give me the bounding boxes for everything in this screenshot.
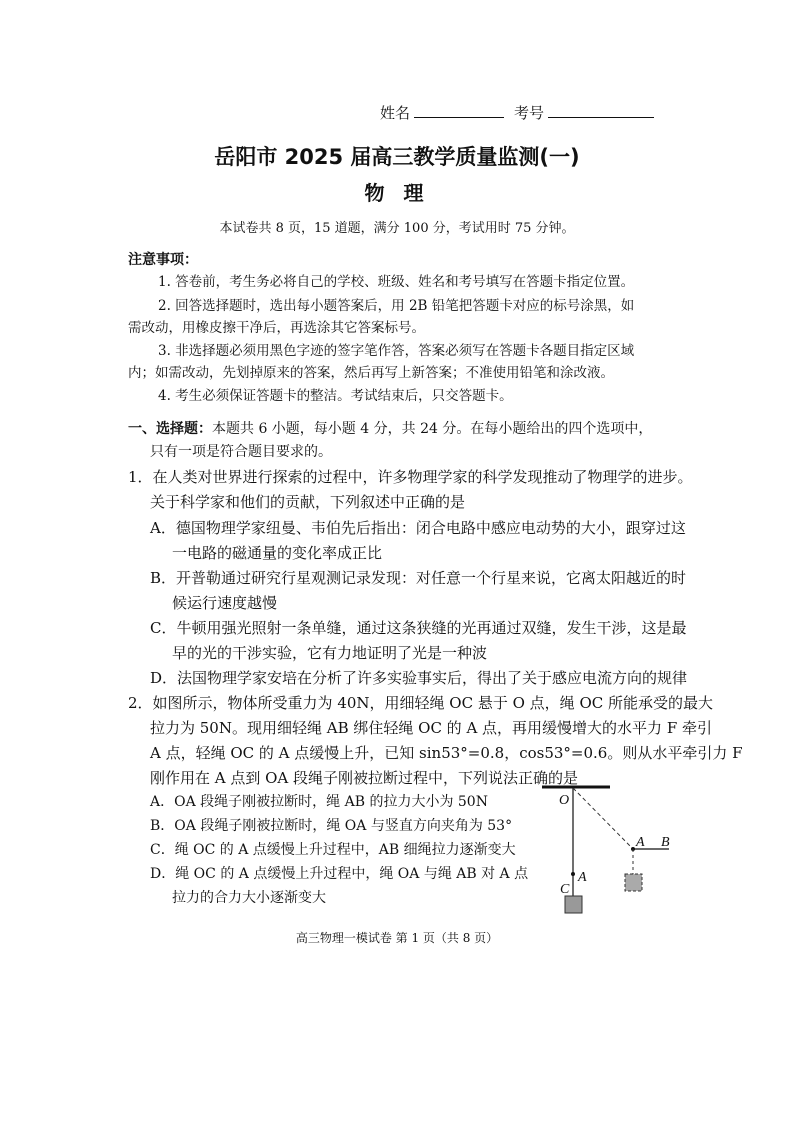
- q2-option-d-line-1: D．绳 OC 的 A 点缓慢上升过程中，绳 OA 与绳 AB 对 A 点: [150, 866, 529, 882]
- notice-item-2-line-2: 需改动，用橡皮擦干净后，再选涂其它答案标号。: [128, 320, 425, 336]
- notice-item-2-line-1: 2. 回答选择题时，选出每小题答案后，用 2B 铅笔把答题卡对应的标号涂黑，如: [158, 298, 635, 314]
- rope-oa-dashed: [573, 788, 633, 849]
- q2-stem-line-4: 刚作用在 A 点到 OA 段绳子刚被拉断过程中，下列说法正确的是: [150, 769, 579, 787]
- page-footer: 高三物理一模试卷 第 1 页（共 8 页）: [295, 931, 499, 945]
- q1-option-b-line-2: 候运行速度越慢: [172, 594, 278, 612]
- name-exam-fields: [380, 102, 654, 123]
- exam-no-label: 考号: [514, 104, 545, 122]
- section-1-line-2: 只有一项是符合题目要求的。: [150, 444, 332, 460]
- q1-option-b-line-1: B．开普勒通过研究行星观测记录发现：对任意一个行星来说，它离太阳越近的时: [150, 569, 687, 587]
- notice-item-3-line-1: 3. 非选择题必须用黑色字迹的签字笔作答，答案必须写在答题卡各题目指定区域: [158, 343, 635, 359]
- q2-option-a: A．OA 段绳子刚被拉断时，绳 AB 的拉力大小为 50N: [150, 794, 488, 810]
- subject-title: 物 理: [364, 181, 430, 205]
- section-1-rest: 本题共 6 小题，每小题 4 分，共 24 分。在每小题给出的四个选项中，: [212, 421, 653, 437]
- q1-stem-line-1: 1．在人类对世界进行探索的过程中，许多物理学家的科学发现推动了物理学的进步。: [128, 468, 693, 486]
- name-blank[interactable]: [414, 102, 504, 118]
- weight-block-dashed: [625, 874, 642, 891]
- label-o: O: [559, 793, 570, 808]
- q1-option-a-line-1: A．德国物理学家纽曼、韦伯先后指出：闭合电路中感应电动势的大小，跟穿过这: [150, 519, 686, 537]
- point-a-initial: [571, 872, 575, 876]
- label-a-bottom: A: [578, 870, 587, 885]
- q1-option-d: D．法国物理学家安培在分析了许多实验事实后，得出了关于感应电流方向的规律: [150, 669, 688, 687]
- q1-option-c-line-2: 早的光的干涉实验，它有力地证明了光是一种波: [172, 644, 488, 662]
- q1-stem-line-2: 关于科学家和他们的贡献，下列叙述中正确的是: [150, 493, 466, 511]
- notice-item-1: 1. 答卷前，考生务必将自己的学校、班级、姓名和考号填写在答题卡指定位置。: [158, 274, 635, 290]
- label-c: C: [560, 882, 570, 897]
- q2-option-b: B．OA 段绳子刚被拉断时，绳 OA 与竖直方向夹角为 53°: [150, 818, 513, 834]
- name-label: 姓名: [380, 104, 411, 122]
- exam-title: 岳阳市 2025 届高三教学质量监测(一): [214, 145, 580, 169]
- weight-block: [565, 896, 582, 913]
- notice-item-4: 4. 考生必须保证答题卡的整洁。考试结束后，只交答题卡。: [158, 388, 513, 404]
- q2-stem-line-3: A 点，轻绳 OC 的 A 点缓慢上升，已知 sin53°=0.8，cos53°=0.6。则从水平牵引力 F: [150, 744, 743, 762]
- label-a-top: A: [636, 835, 645, 850]
- exam-no-blank[interactable]: [548, 102, 654, 118]
- notice-heading: 注意事项：: [128, 252, 198, 268]
- q2-option-c: C．绳 OC 的 A 点缓慢上升过程中，AB 细绳拉力逐渐变大: [150, 842, 516, 858]
- q2-option-d-line-2: 拉力的合力大小逐渐变大: [172, 890, 326, 906]
- q2-rope-figure: [530, 780, 710, 920]
- section-1-line-1: 一、选择题：本题共 6 小题，每小题 4 分，共 24 分。在每小题给出的四个选项中，: [128, 421, 653, 437]
- exam-intro: 本试卷共 8 页，15 道题，满分 100 分，考试用时 75 分钟。: [219, 221, 575, 236]
- q2-stem-line-1: 2．如图所示，物体所受重力为 40N，用细轻绳 OC 悬于 O 点，绳 OC 所能承受的最大: [128, 694, 713, 712]
- notice-item-3-line-2: 内；如需改动，先划掉原来的答案，然后再写上新答案；不准使用铅笔和涂改液。: [128, 365, 614, 381]
- q1-option-a-line-2: 一电路的磁通量的变化率成正比: [172, 544, 383, 562]
- q1-option-c-line-1: C．牛顿用强光照射一条单缝，通过这条狭缝的光再通过双缝，发生干涉，这是最: [150, 619, 687, 637]
- label-b: B: [661, 835, 670, 850]
- q2-stem-line-2: 拉力为 50N。现用细轻绳 AB 绑住轻绳 OC 的 A 点，再用缓慢增大的水平力 F 牵引: [150, 719, 712, 737]
